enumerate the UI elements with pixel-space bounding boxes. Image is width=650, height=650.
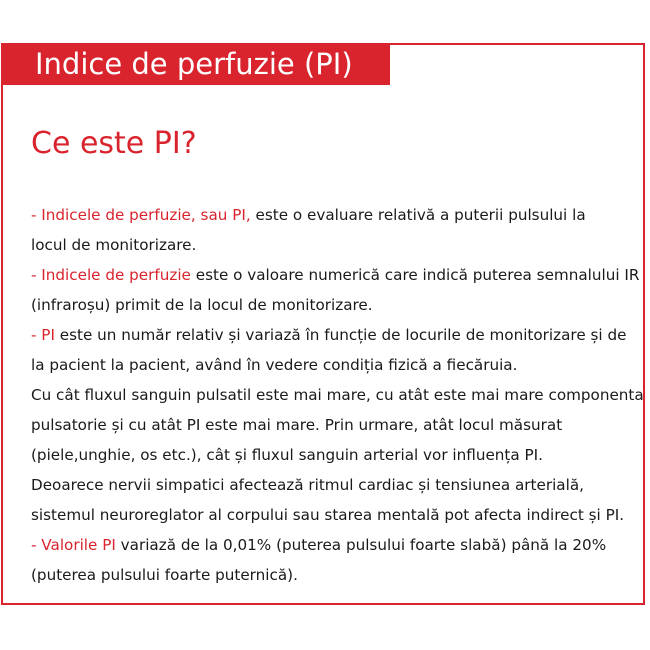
text-line xyxy=(31,380,644,410)
highlight-text: - Indicele de perfuzie, sau PI, xyxy=(31,206,251,224)
plain-text: este un număr relativ și variază în funcție de locurile de monitorizare și de xyxy=(54,326,627,344)
text-line xyxy=(31,290,631,320)
plain-text: este o valoare numerică care indică puterea semnalului IR xyxy=(190,266,640,284)
plain-text: este o evaluare relativă a puterii pulsului la xyxy=(250,206,586,224)
plain-text: (puterea pulsului foarte puternică). xyxy=(31,566,298,584)
page-title: Indice de perfuzie (PI) xyxy=(35,47,353,81)
text-line xyxy=(31,470,631,500)
body-text xyxy=(31,200,644,590)
text-line xyxy=(31,320,631,350)
plain-text: locul de monitorizare. xyxy=(31,236,197,254)
text-line xyxy=(31,260,640,290)
plain-text: variază de la 0,01% (puterea pulsului foarte slabă) până la 20% xyxy=(115,536,607,554)
plain-text: (piele,unghie, os etc.), cât și fluxul sanguin arterial vor influența PI. xyxy=(31,446,543,464)
highlight-text: - Valorile PI xyxy=(31,536,116,554)
text-line xyxy=(31,500,631,530)
plain-text: la pacient la pacient, având în vedere condiția fizică a fiecăruia. xyxy=(31,356,518,374)
plain-text: (infraroșu) primit de la locul de monitorizare. xyxy=(31,296,373,314)
highlight-text: - PI xyxy=(31,326,55,344)
text-line xyxy=(31,440,631,470)
text-line xyxy=(31,410,631,440)
section-heading: Ce este PI? xyxy=(31,126,197,161)
text-line xyxy=(31,230,631,260)
highlight-text: - Indicele de perfuzie xyxy=(31,266,191,284)
text-line xyxy=(31,200,631,230)
text-line xyxy=(31,530,631,560)
text-line xyxy=(31,560,631,590)
plain-text: Cu cât fluxul sanguin pulsatil este mai mare, cu atât este mai mare componenta xyxy=(31,386,644,404)
plain-text: pulsatorie și cu atât PI este mai mare. Prin urmare, atât locul măsurat xyxy=(31,416,563,434)
plain-text: Deoarece nervii simpatici afectează ritmul cardiac și tensiunea arterială, xyxy=(31,476,584,494)
text-line xyxy=(31,350,631,380)
plain-text: sistemul neuroreglator al corpului sau starea mentală pot afecta indirect și PI. xyxy=(31,506,625,524)
